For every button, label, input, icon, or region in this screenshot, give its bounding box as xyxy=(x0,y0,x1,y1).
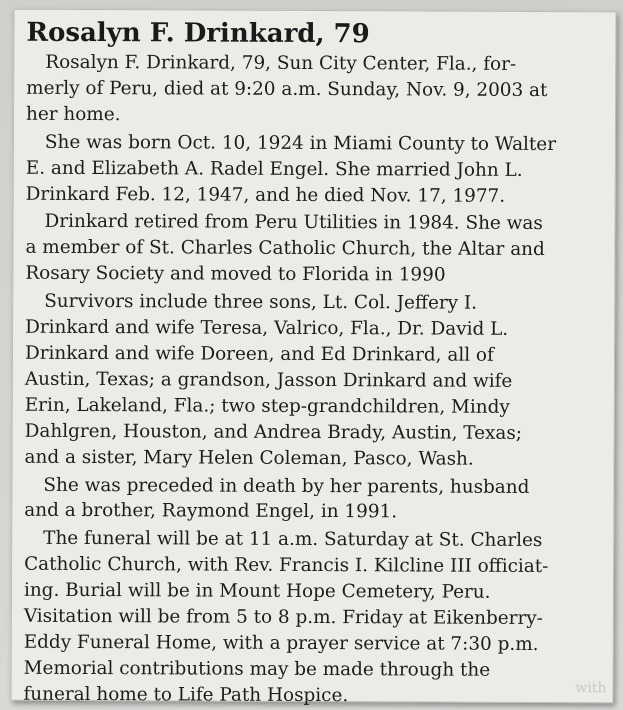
paragraph-preceded-in-death xyxy=(24,472,602,526)
text-line: Rosalyn F. Drinkard, 79, Sun City Center, Fla., for- xyxy=(45,51,517,75)
text-line: and a sister, Mary Helen Coleman, Pasco, Wash. xyxy=(24,446,474,470)
text-line: She was preceded in death by her parents, husband xyxy=(43,474,530,498)
text-line: a member of St. Charles Catholic Church, the Altar and xyxy=(25,237,545,261)
text-line: Dahlgren, Houston, and Andrea Brady, Austin, Texas; xyxy=(24,420,523,444)
text-line: Memorial contributions may be made through the xyxy=(23,657,491,681)
paragraph-career-membership xyxy=(25,209,603,289)
paragraph-funeral-arrangements xyxy=(23,526,602,710)
obituary-headline: Rosalyn F. Drinkard, 79 xyxy=(26,17,370,50)
text-line: Drinkard and wife Teresa, Valrico, Fla., Dr. David L. xyxy=(25,316,509,340)
text-line: Eddy Funeral Home, with a prayer service at 7:30 p.m. xyxy=(23,631,539,655)
obituary-body xyxy=(23,50,607,710)
newspaper-clipping xyxy=(10,9,616,704)
text-line: Survivors include three sons, Lt. Col. Jeffery I. xyxy=(44,290,478,314)
text-line: ing. Burial will be in Mount Hope Cemetery, Peru. xyxy=(23,579,491,603)
text-line: Drinkard and wife Doreen, and Ed Drinkard, all of xyxy=(24,342,494,366)
text-line: Austin, Texas; a grandson, Jasson Drinkard and wife xyxy=(24,368,513,392)
paragraph-survivors xyxy=(24,289,603,473)
text-line: Drinkard Feb. 12, 1947, and he died Nov. 17, 1977. xyxy=(25,183,506,207)
text-line: and a brother, Raymond Engel, in 1991. xyxy=(24,500,398,523)
text-line: merly of Peru, died at 9:20 a.m. Sunday, Nov. 9, 2003 at xyxy=(26,77,548,101)
text-line: her home. xyxy=(26,103,121,125)
text-line: The funeral will be at 11 a.m. Saturday at St. Charles xyxy=(43,528,543,552)
text-line: funeral home to Life Path Hospice. xyxy=(23,683,349,706)
paragraph-birth-marriage xyxy=(26,129,604,209)
text-line: Erin, Lakeland, Fla.; two step-grandchildren, Mindy xyxy=(24,394,510,418)
paragraph-death-notice xyxy=(26,50,604,130)
text-line: E. and Elizabeth A. Radel Engel. She married John L. xyxy=(25,157,523,181)
text-line: Catholic Church, with Rev. Francis I. Kilcline III officiat- xyxy=(24,553,549,578)
text-line: Drinkard retired from Peru Utilities in 1984. She was xyxy=(44,211,543,235)
text-line: She was born Oct. 10, 1924 in Miami County to Walter xyxy=(44,131,557,155)
text-line: Visitation will be from 5 to 8 p.m. Friday at Eikenberry- xyxy=(23,605,543,630)
bleed-through-fragment: with xyxy=(575,680,607,697)
text-line: Rosary Society and moved to Florida in 1990 xyxy=(25,262,446,286)
